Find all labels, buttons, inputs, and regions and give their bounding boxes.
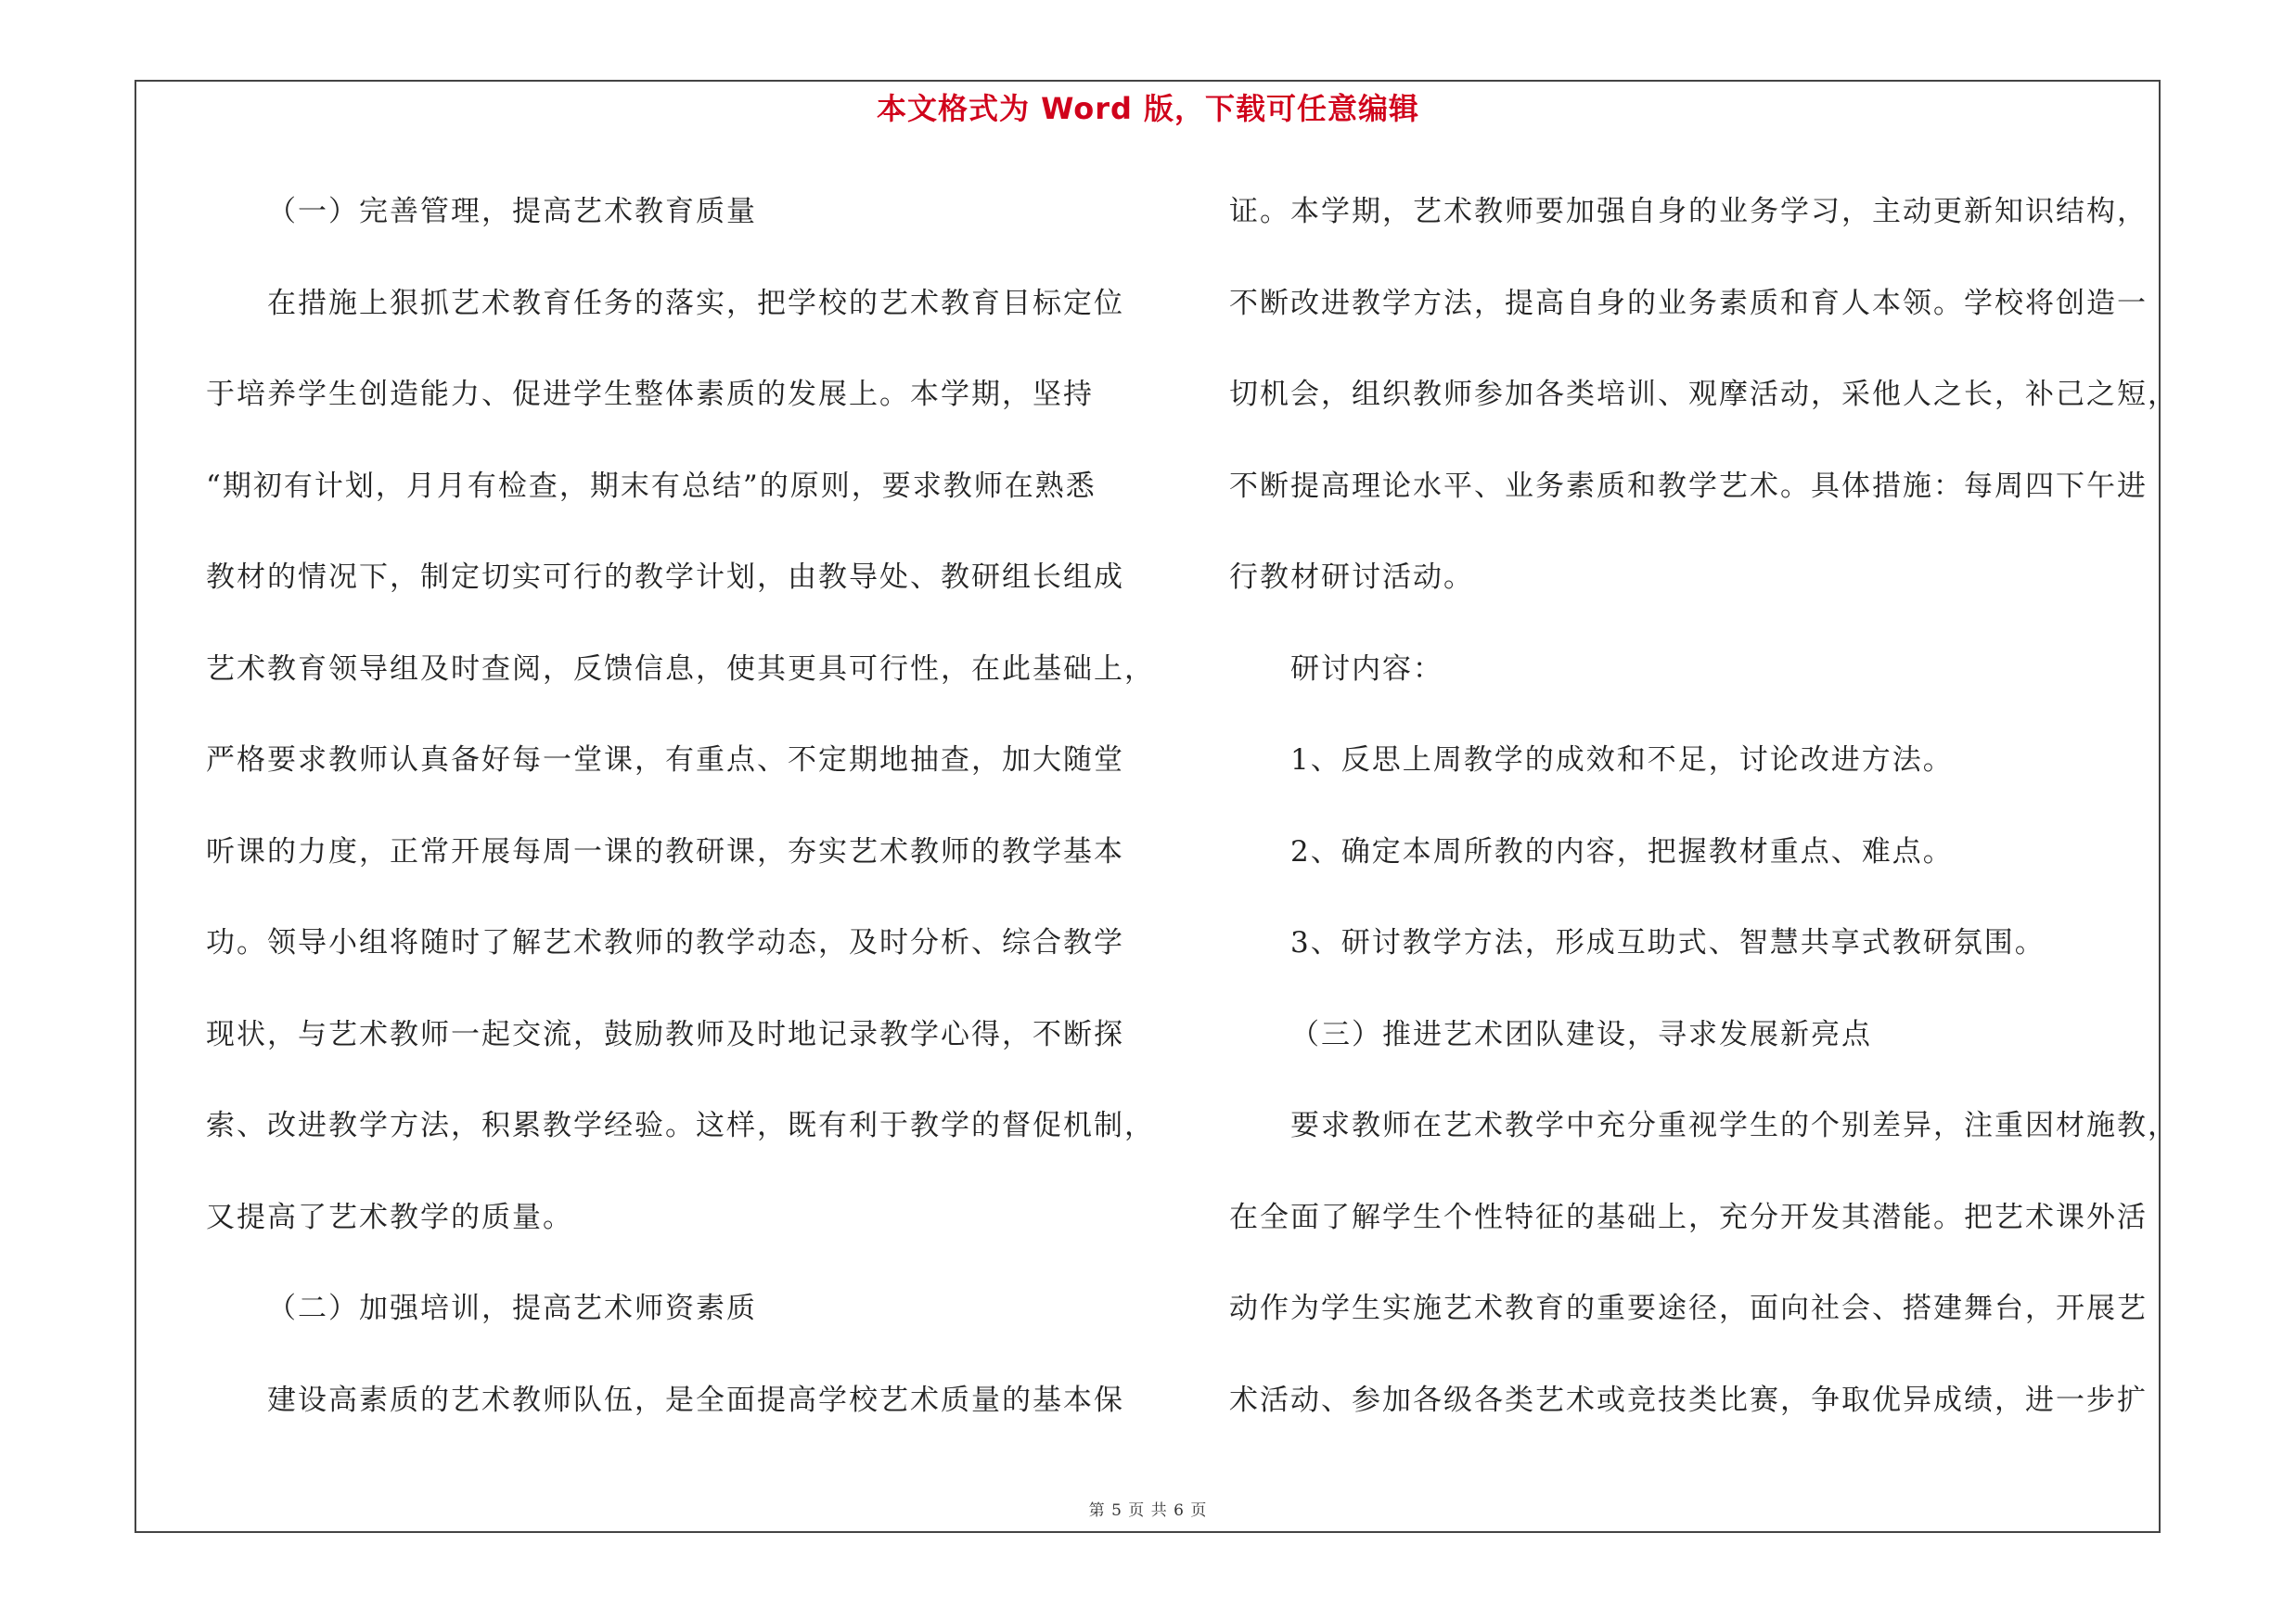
paragraph-line: 索、改进教学方法，积累教学经验。这样，既有利于教学的督促机制， — [206, 1109, 1155, 1142]
paragraph-line: 要求教师在艺术教学中充分重视学生的个别差异，注重因材施教， — [1290, 1109, 2178, 1142]
paragraph-line: 听课的力度，正常开展每周一课的教研课，夯实艺术教师的教学基本 — [206, 834, 1124, 869]
paragraph-line: 功。领导小组将随时了解艺术教师的教学动态，及时分析、综合教学 — [206, 926, 1124, 960]
paragraph-line: 现状，与艺术教师一起交流，鼓励教师及时地记录教学心得，不断探 — [206, 1017, 1124, 1051]
paragraph-line: 切机会，组织教师参加各类培训、观摩活动，采他人之长，补己之短， — [1229, 378, 2178, 411]
left-text-column — [206, 184, 1155, 1463]
list-item: 2、确定本周所教的内容，把握教材重点、难点。 — [1290, 834, 1954, 869]
paragraph-line: 于培养学生创造能力、促进学生整体素质的发展上。本学期，坚持 — [206, 378, 1094, 411]
right-text-column — [1229, 184, 2185, 1463]
list-item: 3、研讨教学方法，形成互助式、智慧共享式教研氛围。 — [1290, 926, 2046, 960]
section-heading: （三）推进艺术团队建设，寻求发展新亮点 — [1290, 1017, 1872, 1051]
paragraph-line: 严格要求教师认真备好每一堂课，有重点、不定期地抽查，加大随堂 — [206, 743, 1124, 777]
paragraph-line: 艺术教育领导组及时查阅，反馈信息，使其更具可行性，在此基础上， — [206, 651, 1155, 686]
paragraph-line: 不断提高理论水平、业务素质和教学艺术。具体措施：每周四下午进 — [1229, 469, 2148, 503]
paragraph-line: 建设高素质的艺术教师队伍，是全面提高学校艺术质量的基本保 — [267, 1383, 1124, 1417]
list-heading: 研讨内容： — [1290, 651, 1443, 686]
paragraph-line: 在措施上狠抓艺术教育任务的落实，把学校的艺术教育目标定位 — [267, 286, 1124, 320]
paragraph-line: 又提高了艺术教学的质量。 — [206, 1200, 573, 1234]
page-number-footer: 第 5 页 共 6 页 — [1088, 1501, 1208, 1520]
format-notice-banner: 本文格式为 Word 版，下载可任意编辑 — [876, 91, 1420, 126]
section-heading: （一）完善管理，提高艺术教育质量 — [267, 195, 757, 228]
paragraph-line: 教材的情况下，制定切实可行的教学计划，由教导处、教研组长组成 — [206, 560, 1124, 594]
paragraph-line: 行教材研讨活动。 — [1229, 560, 1474, 594]
paragraph-line: 动作为学生实施艺术教育的重要途径，面向社会、搭建舞台，开展艺 — [1229, 1292, 2148, 1325]
paragraph-line: “期初有计划，月月有检查，期末有总结”的原则，要求教师在熟悉 — [206, 469, 1097, 503]
list-item: 1、反思上周教学的成效和不足，讨论改进方法。 — [1290, 743, 1954, 777]
paragraph-line: 术活动、参加各级各类艺术或竞技类比赛，争取优异成绩，进一步扩 — [1229, 1383, 2148, 1417]
section-heading: （二）加强培训，提高艺术师资素质 — [267, 1292, 757, 1325]
paragraph-line: 证。本学期，艺术教师要加强自身的业务学习，主动更新知识结构， — [1229, 195, 2148, 228]
paragraph-line: 不断改进教学方法，提高自身的业务素质和育人本领。学校将创造一 — [1229, 286, 2148, 320]
paragraph-line: 在全面了解学生个性特征的基础上，充分开发其潜能。把艺术课外活 — [1229, 1200, 2148, 1234]
